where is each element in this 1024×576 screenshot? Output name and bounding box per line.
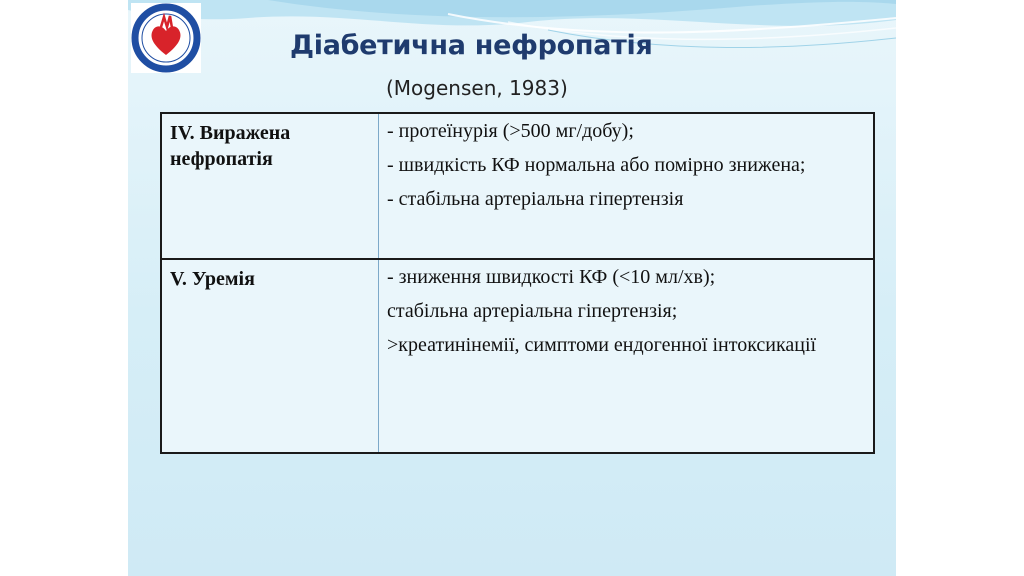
description-line: стабільна артеріальна гіпертензія; (387, 300, 678, 322)
description-line: - швидкість КФ нормальна або помірно знижена; (387, 154, 806, 176)
description-line: - протеїнурія (>500 мг/добу); (387, 120, 634, 142)
table-row (161, 113, 874, 259)
stage-description (379, 113, 875, 259)
description-line: - зниження швидкості КФ (<10 мл/хв); (387, 266, 716, 288)
description-line: - стабільна артеріальна гіпертензія (387, 188, 684, 210)
stage-description (379, 259, 875, 453)
slide (128, 0, 896, 576)
description-line: >креатинінемії, симптоми ендогенної інтоксикації (387, 334, 817, 356)
table-row (161, 259, 874, 453)
stages-table (160, 112, 875, 454)
slide-subtitle: (Mogensen, 1983) (386, 76, 568, 100)
stage-label: IV. Виражена нефропатія (161, 113, 379, 259)
heart-logo-icon (131, 3, 201, 73)
stage-label: V. Уремія (161, 259, 379, 453)
slide-title: Діабетична нефропатія (290, 30, 653, 61)
